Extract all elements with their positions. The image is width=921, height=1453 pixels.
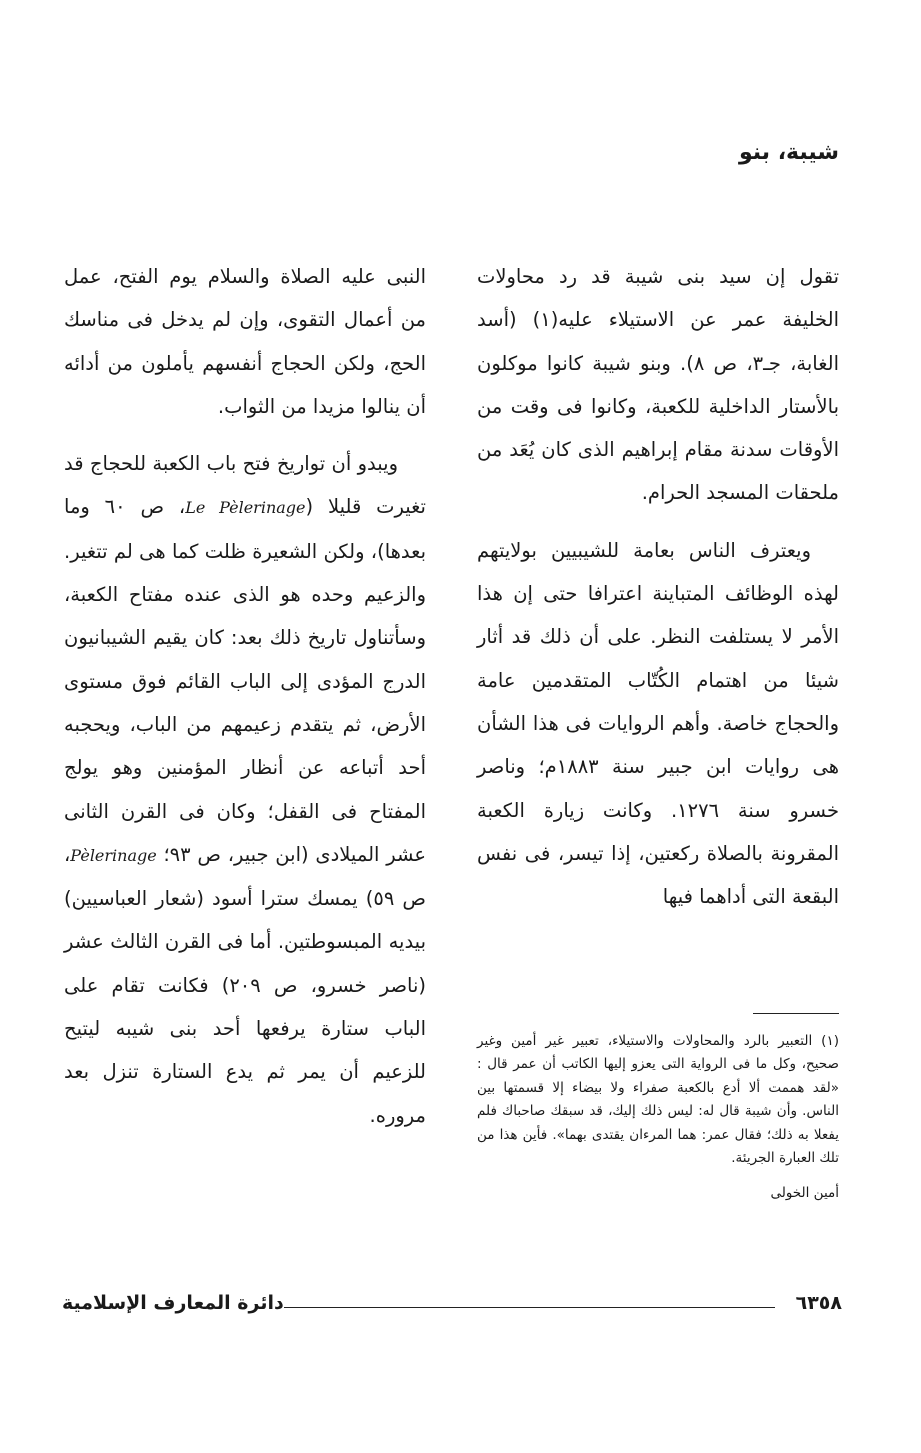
right-text-column: [477, 255, 839, 932]
page-number: ٦٣٥٨: [795, 1292, 842, 1314]
footnote-divider: [753, 1013, 839, 1014]
footnote-author: أمين الخولى: [770, 1185, 839, 1202]
paragraph-text: ، ص ٥٩) يمسك سترا أسود (شعار العباسيين) بيديه المبسوطتين. أما فى القرن الثالث عشر (ناصر خسرو، ص ٢٠٩) فكانت تقام على الباب ستارة يرفعها أحد بنى شيبه ليتيح للزعيم أن يمر ثم يدع الستارة تنزل بعد مروره.: [64, 842, 426, 1127]
paragraph: تقول إن سيد بنى شيبة قد رد محاولات الخليفة عمر عن الاستيلاء عليه(١) (أسد الغابة، جـ٣، ص ٨). وبنو شيبة كانوا موكلون بالأستار الداخلية للكعبة، وكانوا فى وقت من الأوقات سدنة مقام إبراهيم الذى كان يُعَد من ملحقات المسجد الحرام.: [477, 265, 839, 505]
left-text-column: [64, 255, 426, 1151]
latin-citation: Le Pèlerinage: [185, 498, 306, 518]
footnote: [477, 1030, 839, 1206]
latin-citation: Pèlerinage: [70, 845, 157, 865]
paragraph-text: ويبدو أن تواريخ فتح باب الكعبة للحجاج قد تغيرت قليلا (: [64, 452, 426, 519]
page-footer: [62, 1290, 842, 1324]
footnote-text: (١) التعبير بالرد والمحاولات والاستيلاء، تعبير غير أمين وغير صحيح، وكل ما فى الرواية التى يعزو إليها الكاتب أن عمر قال : «لقد هممت ألا أدع بالكعبة صفراء ولا بيضاء إلا قسمتها بين الناس. وأن شيبة قال له: ليس ذلك إليك، قد سبقك صاحباك فلم يفعلا به ذلك؛ فقال عمر: هما المرءان يقتدى بهما». فأين هذا من تلك العبارة الجريئة.: [477, 1033, 839, 1167]
publication-title: دائرة المعارف الإسلامية: [62, 1292, 284, 1314]
paragraph-text: ، ص ٦٠ وما بعدها)، ولكن الشعيرة ظلت كما هى لم تتغير. والزعيم وحده هو الذى عنده مفتاح الكعبة، وسأتناول تاريخ ذلك بعد: كان يقيم الشيبانيون الدرج المؤدى إلى الباب القائم فوق مستوى الأرض، ثم يتقدم زعيمهم من الباب، ويحجبه أحد أتباعه عن أنظار المؤمنين وهو يولج المفتاح فى القفل؛ وكان فى القرن الثانى عشر الميلادى (ابن جبير، ص ٩٣؛: [64, 495, 426, 866]
paragraph: [64, 442, 426, 1137]
paragraph: ويعترف الناس بعامة للشيبيين بولايتهم لهذه الوظائف المتباينة اعترافا حتى إن هذا الأمر لا يستلفت النظر. على أن ذلك قد أثار شيئا من اهتمام الكُتّاب المتقدمين عامة والحجاج خاصة. وأهم الروايات فى هذا الشأن هى روايات ابن جبير سنة ١٨٨٣م؛ وناصر خسرو سنة ١٢٧٦. وكانت زيارة الكعبة المقرونة بالصلاة ركعتين، إذا تيسر، فى نفس البقعة التى أداهما فيها: [477, 538, 839, 909]
footer-rule: [284, 1307, 775, 1308]
paragraph: النبى عليه الصلاة والسلام يوم الفتح، عمل من أعمال التقوى، وإن لم يدخل فى مناسك الحج، ولكن الحجاج أنفسهم يأملون من أدائه أن ينالوا مزيدا من الثواب.: [64, 265, 426, 418]
running-head-title: شيبة، بنو: [739, 140, 839, 165]
